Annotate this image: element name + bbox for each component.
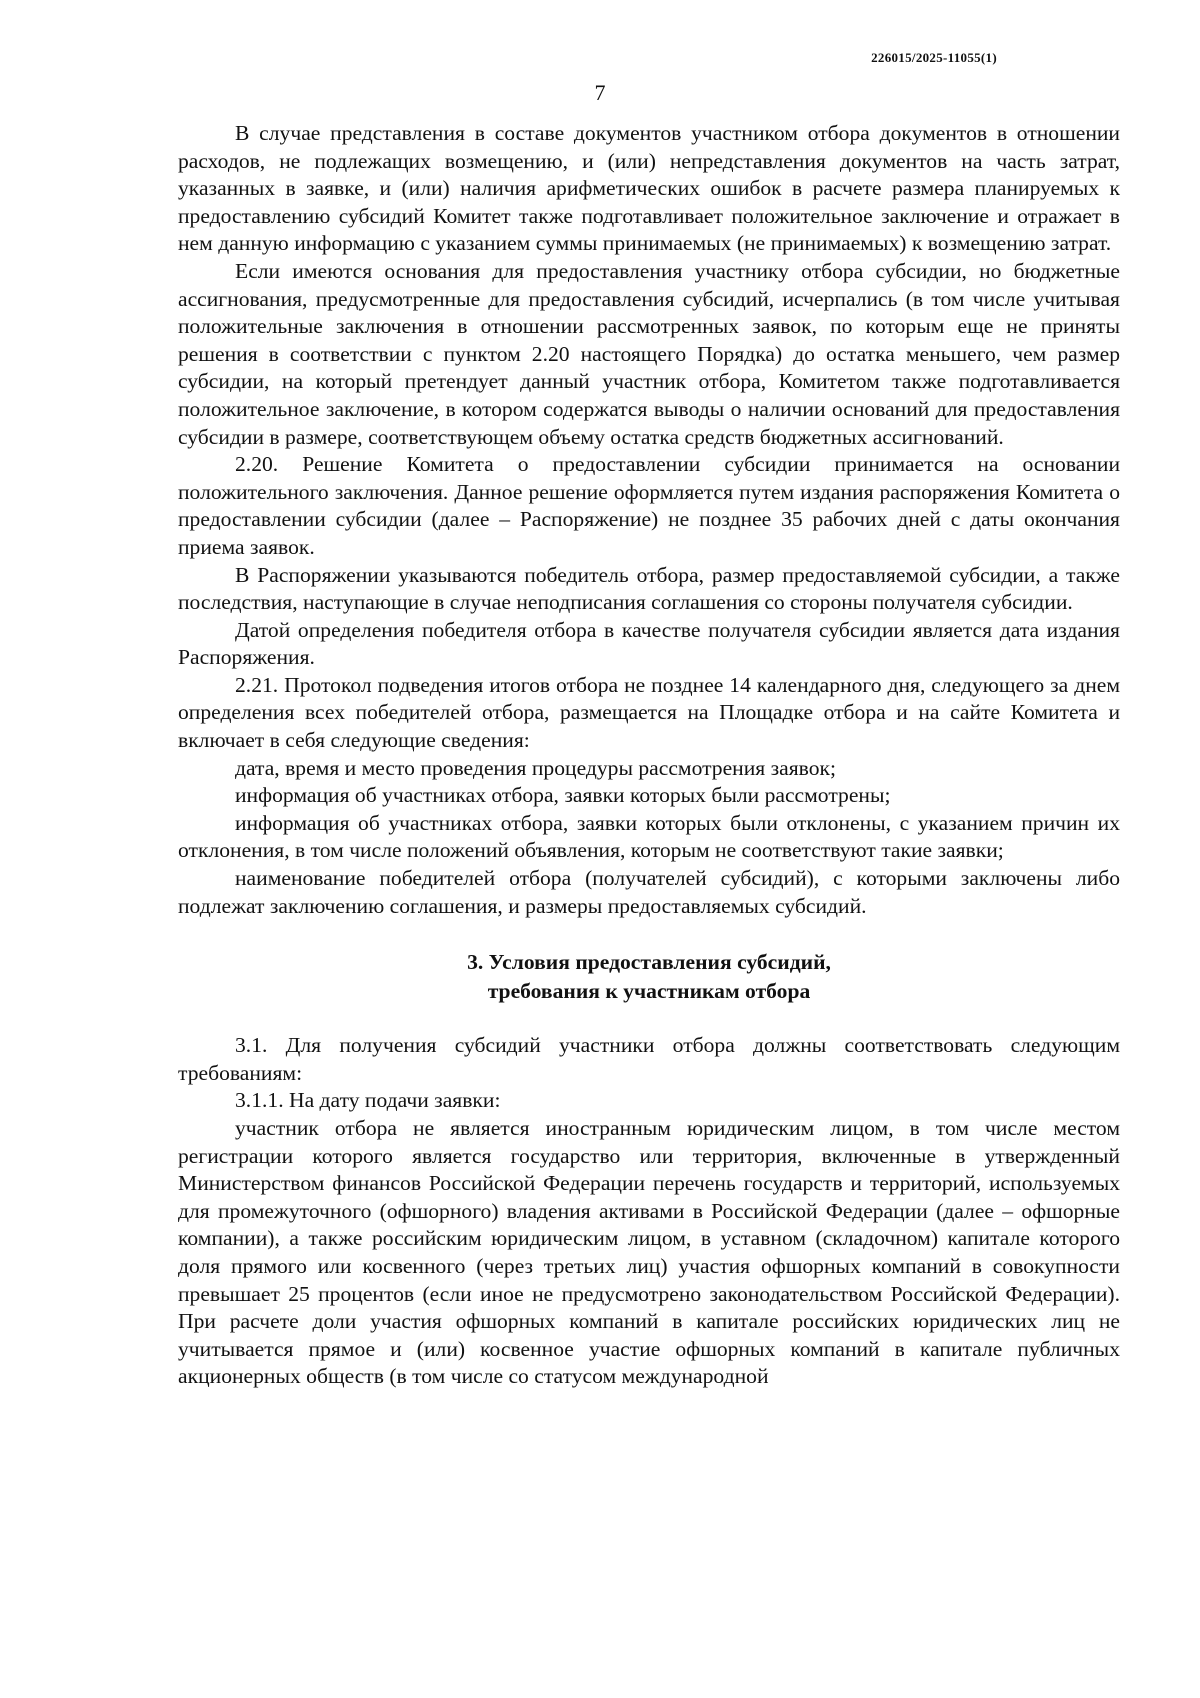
paragraph: участник отбора не является иностранным юридическим лицом, в том числе местом регистрации которого является государство или территория, включенные в утвержденный Министерством финансов Российской Федерации перечень государств и территорий, используемых для промежуточного (офшорного) владения активами в Российской Федерации (далее – офшорные компании), а также российским юридическим лицом, в уставном (складочном) капитале которого доля прямого или косвенного (через третьих лиц) участия офшорных компаний в совокупности превышает 25 процентов (если иное не предусмотрено законодательством Российской Федерации). При расчете доли участия офшорных компаний в капитале российских юридических лиц не учитывается прямое и (или) косвенное участие офшорных компаний в капитале публичных акционерных обществ (в том числе со статусом международной [178,1116,1120,1389]
page-number: 7 [594,80,606,105]
section-heading-line-1: 3. Условия предоставления субсидий, [467,950,831,975]
list-item: информация об участниках отбора, заявки которых были отклонены, с указанием причин их отклонения, в том числе положений объявления, которым не соответствуют такие заявки; [178,810,1120,863]
paragraph: В Распоряжении указываются победитель отбора, размер предоставляемой субсидии, а также последствия, наступающие в случае неподписания соглашения со стороны получателя субсидии. [178,562,1120,615]
paragraph-2-21: 2.21. Протокол подведения итогов отбора не позднее 14 календарного дня, следующего за днем определения всех победителей отбора, размещается на Площадке отбора и на сайте Комитета и включает в себя следующие сведения: [178,672,1120,753]
section-heading [178,948,1120,1005]
paragraph: Если имеются основания для предоставления участнику отбора субсидии, но бюджетные ассигнования, предусмотренные для предоставления субсидий, исчерпались (в том числе учитывая положительные заключения в отношении рассмотренных заявок, по которым еще не приняты решения в соответствии с пунктом 2.20 настоящего Порядка) до остатка меньшего, чем размер субсидии, на который претендует данный участник отбора, Комитетом также подготавливается положительное заключение, в котором содержатся выводы о наличии оснований для предоставления субсидии в размере, соответствующем объему остатка средств бюджетных ассигнований. [178,258,1120,449]
paragraph-3-1-1: 3.1.1. На дату подачи заявки: [235,1088,501,1113]
paragraph: Датой определения победителя отбора в качестве получателя субсидии является дата издания Распоряжения. [178,617,1120,670]
paragraph-2-20: 2.20. Решение Комитета о предоставлении субсидии принимается на основании положительного заключения. Данное решение оформляется путем издания распоряжения Комитета о предоставлении субсидии (далее – Распоряжение) не позднее 35 рабочих дней с даты окончания приема заявок. [178,452,1120,559]
list-item: наименование победителей отбора (получателей субсидий), с которыми заключены либо подлежат заключению соглашения, и размеры предоставляемых субсидий. [178,866,1120,918]
paragraph-3-1: 3.1. Для получения субсидий участники отбора должны соответствовать следующим требованиям: [178,1033,1120,1085]
paragraph: В случае представления в составе документов участником отбора документов в отношении расходов, не подлежащих возмещению, и (или) непредставления документов на часть затрат, указанных в заявке, и (или) наличия арифметических ошибок в расчете размера планируемых к предоставлению субсидий Комитет также подготавливает положительное заключение и отражает в нем данную информацию с указанием суммы принимаемых (не принимаемых) к возмещению затрат. [178,121,1120,256]
section-heading-line-2: требования к участникам отбора [487,978,811,1003]
list-item: информация об участниках отбора, заявки которых были рассмотрены; [235,783,891,808]
list-item: дата, время и место проведения процедуры рассмотрения заявок; [235,755,836,780]
document-body [178,120,1120,1391]
document-registration-number: 226015/2025-11055(1) [871,50,997,65]
